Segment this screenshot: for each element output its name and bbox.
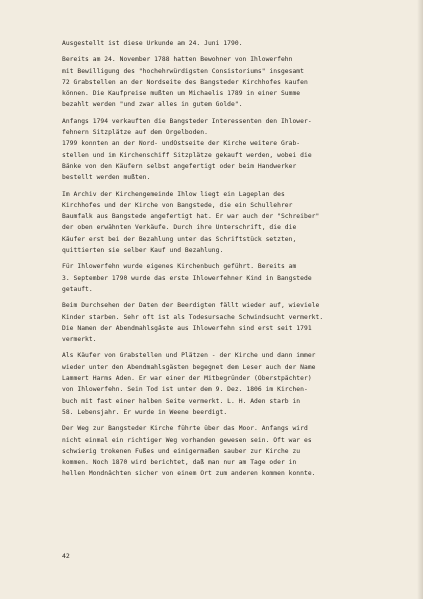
paragraph [62, 261, 382, 295]
text-line: Kirchhofes und der Kirche von Bangstede, die ein Schullehrer [62, 201, 293, 209]
page-number: 42 [62, 552, 70, 560]
text-line: 1799 konnten an der Nord- undOstseite der Kirche weitere Grab- [62, 140, 301, 148]
paragraph [62, 300, 382, 345]
text-line: getauft. [62, 285, 93, 293]
text-line: bezahlt werden "und zwar alles in gutem Golde". [62, 101, 243, 109]
text-line: Bänke von den Käufern selbst angefertigt oder beim Handwerker [62, 162, 297, 170]
text-line: bestellt werden mußten. [62, 174, 151, 182]
text-line: quittierten sie selber Kauf und Bezahlung. [62, 247, 224, 255]
text-line: Für Ihlowerfehn wurde eigenes Kirchenbuch geführt. Bereits am [62, 263, 297, 271]
text-line: von Ihlowerfehn. Sein Tod ist unter dem 9. Dez. 1806 im Kirchen- [62, 386, 308, 394]
body-text [62, 38, 382, 485]
text-line: schwierig trokenen Fußes und einigermaßen sauber zur Kirche zu [62, 447, 301, 455]
paragraph [62, 189, 382, 257]
text-line: können. Die Kaufpreise mußten um Michaelis 1789 in einer Summe [62, 90, 301, 98]
text-line: Die Namen der Abendmahlsgäste aus Ihlowerfehn sind erst seit 1791 [62, 324, 312, 332]
text-line: Lammert Harms Aden. Er war einer der Mitbegründer (Oberstpächter) [62, 375, 312, 383]
text-line: 3. September 1790 wurde das erste Ihlowerfehner Kind in Bangstede [62, 274, 312, 282]
paragraph [62, 116, 382, 184]
paragraph [62, 350, 382, 418]
text-line: Baumfalk aus Bangstede angefertigt hat. Er war auch der "Schreiber" [62, 213, 320, 221]
text-line: wieder unter den Abendmahlsgästen begegnet dem Leser auch der Name [62, 363, 316, 371]
text-line: buch mit fast einer halben Seite vermerkt. L. H. Aden starb in [62, 397, 301, 405]
text-line: Im Archiv der Kirchengemeinde Ihlow liegt ein Lageplan des [62, 190, 285, 198]
text-line: vermerkt. [62, 336, 97, 344]
paragraph [62, 38, 382, 49]
text-line: nicht einmal ein richtiger Weg vorhanden gewesen sein. Oft war es [62, 436, 312, 444]
text-line: Der Weg zur Bangsteder Kirche führte über das Moor. Anfangs wird [62, 425, 308, 433]
paragraph [62, 54, 382, 110]
text-line: der oben erwähnten Verkäufe. Durch ihre Unterschrift, die die [62, 224, 297, 232]
text-line: Bereits am 24. November 1788 hatten Bewohner von Ihlowerfehn [62, 56, 293, 64]
text-line: Käufer erst bei der Bezahlung unter das Schriftstück setzten, [62, 235, 297, 243]
text-line: 58. Lebensjahr. Er wurde in Weene beerdigt. [62, 408, 228, 416]
text-line: Als Käufer von Grabstellen und Plätzen - der Kirche und dann immer [62, 352, 316, 360]
text-line: Ausgestellt ist diese Urkunde am 24. Juni 1790. [62, 40, 243, 47]
text-line: fehnern Sitzplätze auf dem Orgelboden. [62, 129, 208, 137]
text-line: Anfangs 1794 verkauften die Bangsteder Interessenten den Ihlower- [62, 117, 312, 125]
text-line: hellen Mondnächten sicher von einem Ort zum anderen kommen konnte. [62, 470, 316, 478]
text-line: Beim Durchsehen der Daten der Beerdigten fällt wieder auf, wieviele [62, 302, 320, 310]
text-line: Kinder starben. Sehr oft ist als Todesursache Schwindsucht vermerkt. [62, 313, 324, 321]
text-line: 72 Grabstellen an der Nordseite des Bangsteder Kirchhofes kaufen [62, 78, 308, 86]
text-line: mit Bewilligung des "hochehrwürdigsten Consistoriums" insgesamt [62, 67, 304, 75]
text-line: stellen und im Kirchenschiff Sitzplätze gekauft werden, wobei die [62, 151, 312, 159]
paragraph [62, 423, 382, 479]
text-line: kommen. Noch 1870 wird berichtet, daß man nur am Tage oder in [62, 459, 297, 467]
